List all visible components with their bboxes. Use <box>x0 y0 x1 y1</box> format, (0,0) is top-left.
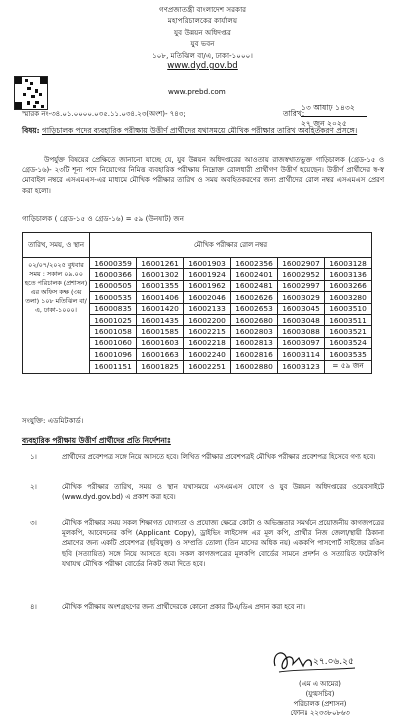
qr-code-icon <box>14 76 48 110</box>
office-address: ১০৮, মতিঝিল বা/এ, ঢাকা-১০০০। <box>152 50 253 60</box>
date-divider <box>301 116 367 117</box>
qr-module <box>27 87 31 90</box>
roll-cell: 16002200 <box>184 314 231 325</box>
roll-cell: 16001058 <box>90 326 137 337</box>
instruction-number: ২। <box>30 483 37 491</box>
table-header-row <box>23 233 372 258</box>
instruction-text: মৌখিক পরীক্ষার তারিখ, সময় ও স্থান যথাসময়ে এসএমএস যোগে ও যুব উন্নয়ন অধিদপ্তরের ওয়েবসাইটে (www.dyd.gov.bd) এ প্রকাশ করা হবে। <box>62 483 384 502</box>
qr-module <box>31 95 35 98</box>
roll-cell: 16001585 <box>137 326 184 337</box>
department-title: যুব উন্নয়ন অধিদপ্তর <box>174 27 231 37</box>
memo-number: স্মারক নং-৩৪.০১.০০০০.০৩৫.১১.০৩৪.২৩(অংশ)- ৭৪৩; <box>22 110 186 118</box>
date-label: তারিখ: <box>283 109 305 118</box>
roll-cell: 16003136 <box>325 269 372 280</box>
roll-cell: 16001096 <box>90 349 137 360</box>
roll-cell: 16000535 <box>90 292 137 303</box>
post-line: গাড়িচালক ( গ্রেড-১৫ ও গ্রেড-১৬) = ৫৯ (উনষাট) জন <box>22 214 185 223</box>
roll-cell: 16002046 <box>184 292 231 303</box>
roll-cell: 16003048 <box>278 314 325 325</box>
roll-cell: 16002813 <box>231 337 278 348</box>
roll-cell: 16001903 <box>184 258 231 269</box>
instruction-item <box>22 452 384 462</box>
instruction-text: মৌখিক পরীক্ষায় অংশগ্রহণের জন্য প্রার্থীদেরকে কোনো প্রকার টিএ/ডিএ প্রদান করা হবে না। <box>62 603 305 611</box>
roll-cell: 16002816 <box>231 349 278 360</box>
qr-module <box>23 93 26 96</box>
building-name: যুব ভবন <box>190 39 215 49</box>
instruction-item <box>22 518 384 569</box>
roll-cell: 16002251 <box>184 360 231 373</box>
roll-cell: 16002240 <box>184 349 231 360</box>
roll-cell: 16001924 <box>184 269 231 280</box>
qr-module <box>35 101 39 104</box>
roll-cell: 16002952 <box>278 269 325 280</box>
date-bangla: ১৩ আষাঢ় ১৪৩২ <box>301 103 355 112</box>
roll-cell: 16001025 <box>90 314 137 325</box>
roll-cell: 16002880 <box>231 360 278 373</box>
col-header-rolls: মৌখিক পরীক্ষার রোল নম্বর <box>90 233 372 258</box>
roll-cell: 16003280 <box>325 292 372 303</box>
roll-cell: 16002626 <box>231 292 278 303</box>
signature-icon <box>269 642 365 678</box>
instruction-number: ৪। <box>30 603 37 611</box>
qr-module <box>27 101 30 105</box>
instruction-item <box>22 602 384 612</box>
roll-cell: 16001962 <box>184 280 231 291</box>
roll-cell: 16002907 <box>278 258 325 269</box>
roll-cell: 16001435 <box>137 314 184 325</box>
roll-cell: 16003097 <box>278 337 325 348</box>
roll-cell: 16002215 <box>184 326 231 337</box>
roll-cell: 16003521 <box>325 326 372 337</box>
roll-cell: 16001603 <box>137 337 184 348</box>
roll-cell: 16003029 <box>278 292 325 303</box>
roll-cell: 16000359 <box>90 258 137 269</box>
roll-cell: 16003511 <box>325 314 372 325</box>
signer-block <box>265 680 375 719</box>
roll-cell: 16003045 <box>278 303 325 314</box>
qr-module <box>35 89 38 93</box>
roll-cell: 16003114 <box>278 349 325 360</box>
roll-cell: 16002218 <box>184 337 231 348</box>
signer-designation: (যুগ্মসচিব) <box>305 689 335 698</box>
table-row <box>23 258 372 269</box>
roll-cell: 16000505 <box>90 280 137 291</box>
roll-cell: 16002481 <box>231 280 278 291</box>
qr-module <box>15 102 22 109</box>
instruction-number: ১। <box>30 453 37 461</box>
roll-cell: 16001355 <box>137 280 184 291</box>
roll-cell: 16003510 <box>325 303 372 314</box>
signer-phone: ফোনঃ ২২৩৩৮০৮৬৩ <box>290 709 350 718</box>
roll-cell: 16003266 <box>325 280 372 291</box>
website-link[interactable]: www.dyd.gov.bd <box>167 61 238 72</box>
roll-cell: 16000366 <box>90 269 137 280</box>
subject-text: গাড়িচালক পদের ব্যবহারিক পরীক্ষায় উত্তীর্ণ প্রার্থীদের যথাসময়ে মৌখিক পরীক্ষার তারিখ অবহিতকরণ প্রসঙ্গে। <box>41 126 358 135</box>
instructions-title: ব্যবহারিক পরীক্ষায় উত্তীর্ণ প্রার্থীদের প্রতি নির্দেশনাঃ <box>22 436 171 445</box>
roll-cell: 16002133 <box>184 303 231 314</box>
qr-module <box>40 77 47 84</box>
roll-cell: 16002653 <box>231 303 278 314</box>
roll-table <box>22 232 372 374</box>
roll-cell: 16003123 <box>278 360 325 373</box>
date-english: ২৭ জুন ২০২৫ <box>301 119 347 128</box>
roll-cell: 16002356 <box>231 258 278 269</box>
roll-cell: 16003524 <box>325 337 372 348</box>
roll-cell: 16002997 <box>278 280 325 291</box>
roll-cell: 16001302 <box>137 269 184 280</box>
roll-cell: 16001825 <box>137 360 184 373</box>
instruction-text: মৌখিক পরীক্ষার সময় সকল শিক্ষাগত যোগ্যতা ও প্রযোজ্য ক্ষেত্রে কোটা ও অভিজ্ঞতার সমর্থনে প্রয়োজনীয় কাগজপত্রের মূলকপি, আবেদনের কপি (Applicant Copy), ড্রাইভিং লাইসেন্স এর মূল কপি, প্রার্থীর নিজ জেলা/স্থায়ী ঠিকানা প্রমাণের জন্য একটি প্রবেশপত্র (ছবিযুক্ত) ও সম্প্রতি তোলা (তিন মাসের অধিক নয়) এককপি পাসপোর্ট সাইজের রঙিন ছবি (সত্যায়িত) সঙ্গে নিয়ে আসতে হবে। সকল কাগজপত্রের মূলকপি বোর্ডের সামনে প্রদর্শন ও সত্যায়িত ফটোকপি যথাযথ মৌখিক পরীক্ষা বোর্ডের নিকট জমা দিতে হবে। <box>62 519 384 568</box>
roll-cell: 16003088 <box>278 326 325 337</box>
qr-module <box>39 93 42 96</box>
col-header-venue: তারিখ, সময়, ও স্থান <box>23 233 90 258</box>
roll-cell: 16003535 <box>325 349 372 360</box>
roll-cell: 16001663 <box>137 349 184 360</box>
roll-cell: 16002803 <box>231 326 278 337</box>
roll-cell: 16001420 <box>137 303 184 314</box>
signer-name: (এম এ আমের) <box>299 680 341 688</box>
watermark-url: www.prebd.com <box>168 87 226 96</box>
qr-module <box>30 82 33 85</box>
roll-cell: 16003128 <box>325 258 372 269</box>
body-paragraph: উপর্যুক্ত বিষয়ের প্রেক্ষিতে জানানো যাচ্ছে যে, যুব উন্নয়ন অধিদপ্তরের আওতায় রাজস্বখাতভুক্ত গাড়িচালক (গ্রেড-১৫ ও গ্রেড-১৬)- ২৩টি শূন্য পদে নিয়োগের নিমিত্ত ব্যবহারিক পরীক্ষায় নিম্নোক্ত রোলধারী প্রার্থীগণ উত্তীর্ণ হয়েছেন। উত্তীর্ণ প্রার্থীদের স্ব-স্ব মোবাইল নম্বরে এসএমএস-এর মাধ্যমে মৌখিক পরীক্ষার তারিখ ও সময় অবহিতকরণের জন্য প্রার্থীদের রোল নম্বর এসএমএস প্রেরণ করা হলো। <box>22 156 384 195</box>
venue-cell: ০২/০৭/২০২৫ বুধবার সময় : সকাল ০৯.০০ হতে পরিচালক (প্রশাসন) এর অফিস কক্ষ (৩য় তলা) ১০৮ মতিঝিল বা/এ, ঢাকা-১০০০। <box>23 258 90 374</box>
signer-designation: পরিচালক (প্রশাসন) <box>293 699 347 708</box>
instruction-text: প্রার্থীদের প্রবেশপত্র সঙ্গে নিয়ে আসতে হবে। লিখিত পরীক্ষার প্রবেশপত্রই মৌখিক পরীক্ষার প্রবেশপত্র হিসেবে গণ্য হবে। <box>62 453 376 461</box>
govt-title: গণপ্রজাতন্ত্রী বাংলাদেশ সরকার <box>158 5 247 14</box>
signature-date: ২৭.০৬.২৫ <box>313 657 354 667</box>
roll-cell: = ৫৯ জন <box>325 360 372 373</box>
instruction-item <box>22 482 384 502</box>
qr-module <box>15 77 22 84</box>
instruction-number: ৩। <box>30 519 37 527</box>
roll-cell: 16002401 <box>231 269 278 280</box>
enclosure: সংযুক্তি: এডমিটকার্ড। <box>22 416 84 425</box>
qr-module <box>25 79 28 82</box>
roll-cell: 16001406 <box>137 292 184 303</box>
roll-cell: 16000835 <box>90 303 137 314</box>
office-title: মহাপরিচালকের কার্যালয় <box>167 16 238 26</box>
roll-cell: 16001060 <box>90 337 137 348</box>
roll-cell: 16001261 <box>137 258 184 269</box>
subject-label: বিষয়: <box>22 126 40 135</box>
subject <box>22 126 384 137</box>
roll-cell: 16002680 <box>231 314 278 325</box>
roll-cell: 16001151 <box>90 360 137 373</box>
letterhead <box>0 4 405 72</box>
